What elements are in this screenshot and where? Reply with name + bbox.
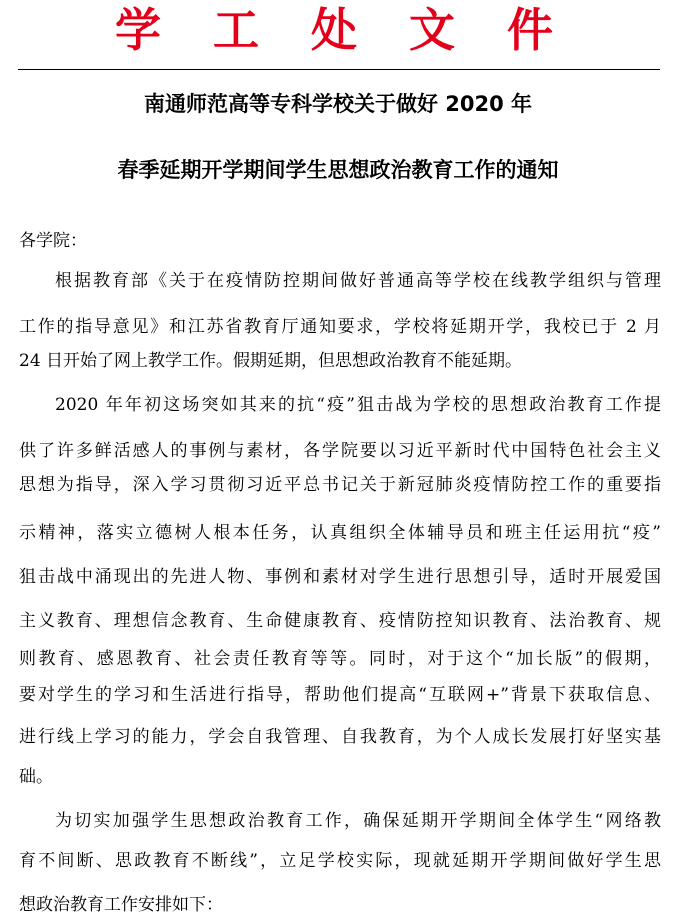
issuer-banner-title: 学 工 处 文 件 bbox=[114, 3, 572, 57]
document-header bbox=[0, 0, 676, 60]
paragraph-2-line-7: 则教育、感恩教育、社会责任教育等等。同时，对于这个“加长版”的假期， bbox=[19, 649, 661, 669]
paragraph-3-line-2: 育不间断、思政教育不断线”，立足学校实际，现就延期开学期间做好学生思 bbox=[19, 851, 661, 871]
paragraph-2-line-9: 进行线上学习的能力，学会自我管理、自我教育，为个人成长发展打好坚实基 bbox=[19, 727, 661, 747]
paragraph-2-line-10: 础。 bbox=[19, 767, 53, 787]
document-title-line-1: 南通师范高等专科学校关于做好 2020 年 bbox=[143, 92, 533, 116]
paragraph-2-line-5: 狙击战中涌现出的先进人物、事例和素材对学生进行思想引导，适时开展爱国 bbox=[19, 567, 661, 587]
paragraph-2-line-4: 示精神，落实立德树人根本任务，认真组织全体辅导员和班主任运用抗“疫” bbox=[19, 523, 661, 543]
paragraph-3-line-1: 为切实加强学生思想政治教育工作，确保延期开学期间全体学生“网络教 bbox=[55, 811, 661, 831]
paragraph-2-line-8: 要对学生的学习和生活进行指导，帮助他们提高“互联网+”背景下获取信息、 bbox=[19, 685, 661, 705]
paragraph-2-line-6: 主义教育、理想信念教育、生命健康教育、疫情防控知识教育、法治教育、规 bbox=[19, 611, 661, 631]
paragraph-2-line-2: 供了许多鲜活感人的事例与素材，各学院要以习近平新时代中国特色社会主义 bbox=[19, 441, 661, 461]
header-divider bbox=[18, 69, 660, 70]
paragraph-2-line-3: 思想为指导，深入学习贯彻习近平总书记关于新冠肺炎疫情防控工作的重要指 bbox=[19, 475, 661, 495]
paragraph-2-line-1: 2020 年年初这场突如其来的抗“疫”狙击战为学校的思想政治教育工作提 bbox=[55, 395, 661, 415]
paragraph-1-line-3: 24 日开始了网上教学工作。假期延期，但思想政治教育不能延期。 bbox=[19, 351, 523, 371]
paragraph-1-line-2: 工作的指导意见》和江苏省教育厅通知要求，学校将延期开学，我校已于 2 月 bbox=[19, 317, 661, 337]
document-title-line-2: 春季延期开学期间学生思想政治教育工作的通知 bbox=[117, 158, 559, 182]
paragraph-1-line-1: 根据教育部《关于在疫情防控期间做好普通高等学校在线教学组织与管理 bbox=[55, 271, 661, 291]
salutation: 各学院： bbox=[19, 231, 87, 251]
paragraph-3-line-3: 想政治教育工作安排如下： bbox=[19, 895, 223, 915]
